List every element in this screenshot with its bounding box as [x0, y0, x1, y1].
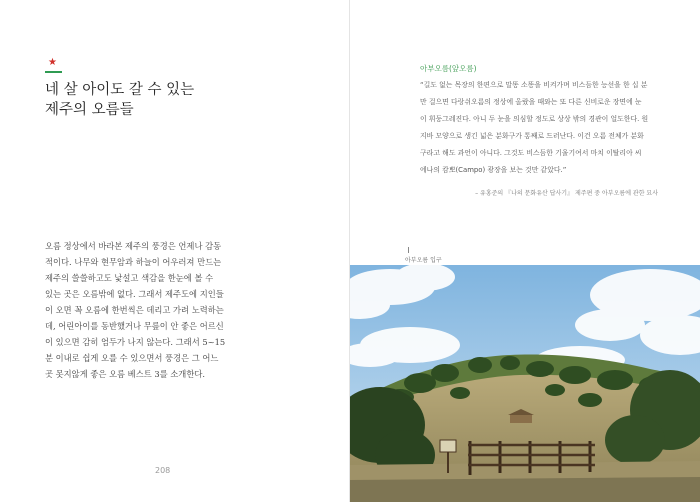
- chapter-title-line: 네 살 아이도 갈 수 있는: [45, 82, 195, 98]
- left-page: [0, 0, 349, 502]
- body-line: 이 오면 꼭 오름에 한번씩은 데리고 가려 노력하는: [45, 305, 224, 315]
- oreum-landscape-photo: [350, 265, 700, 502]
- body-text: [45, 238, 313, 382]
- photo-caption: 아부오름 입구: [405, 257, 442, 264]
- star-icon: ★: [48, 57, 57, 68]
- body-line: 데, 어린아이를 동반했거나 무릎이 안 좋은 어르신: [45, 321, 224, 331]
- quote-line: 에나의 캄뽀(Campo) 광장을 보는 것만 같았다.”: [420, 166, 567, 174]
- quote-heading: 아부오름(앞오름): [420, 64, 477, 73]
- body-line: 분 이내로 쉽게 오를 수 있으면서 풍경은 그 어느: [45, 353, 219, 363]
- body-line: 이 있으면 감히 엄두가 나지 않는다. 그래서 5~15: [45, 337, 226, 347]
- quote-line: 이 휘둥그레진다. 아니 두 눈을 의심할 정도로 상상 밖의 경관이 얼도한다. 원: [420, 115, 649, 123]
- caption-marker-line: [408, 247, 409, 253]
- body-line: 제주의 쓸쓸하고도 낯설고 색감을 한눈에 볼 수: [45, 273, 214, 283]
- quote-source: – 유홍준의 『나의 문화유산 답사기』 제주편 중 아부오름에 관한 묘사: [475, 190, 658, 197]
- body-line: 적이다. 나무와 현무암과 하늘이 어우러져 만드는: [45, 257, 222, 267]
- quote-line: 구라고 해도 과언이 아니다. 그것도 비스듬한 기울기여서 마치 이탈리아 씨: [420, 149, 642, 157]
- body-line: 오름 정상에서 바라본 제주의 풍경은 언제나 감동: [45, 241, 222, 251]
- quote-line: 지바 모양으로 생긴 넓은 분화구가 통째로 드러난다. 이건 오름 전체가 분화: [420, 132, 644, 140]
- page-number: 208: [155, 466, 171, 475]
- quote-block: [420, 77, 660, 179]
- chapter-title: [45, 80, 194, 120]
- title-accent-rule: [45, 71, 62, 73]
- body-line: 곳 못지않게 좋은 오름 베스트 3를 소개한다.: [45, 369, 205, 379]
- quote-line: “길도 없는 목장의 한편으로 말똥 소똥을 비켜가며 비스듬한 능선을 한 십 분: [420, 81, 648, 89]
- quote-line: 만 걸으면 다랑쉬오름의 정상에 올랐을 때와는 또 다른 신비로운 장면에 눈: [420, 98, 642, 106]
- chapter-title-line: 제주의 오름들: [45, 102, 134, 118]
- body-line: 있는 곳은 오름밖에 없다. 그래서 제주도에 지인들: [45, 289, 224, 299]
